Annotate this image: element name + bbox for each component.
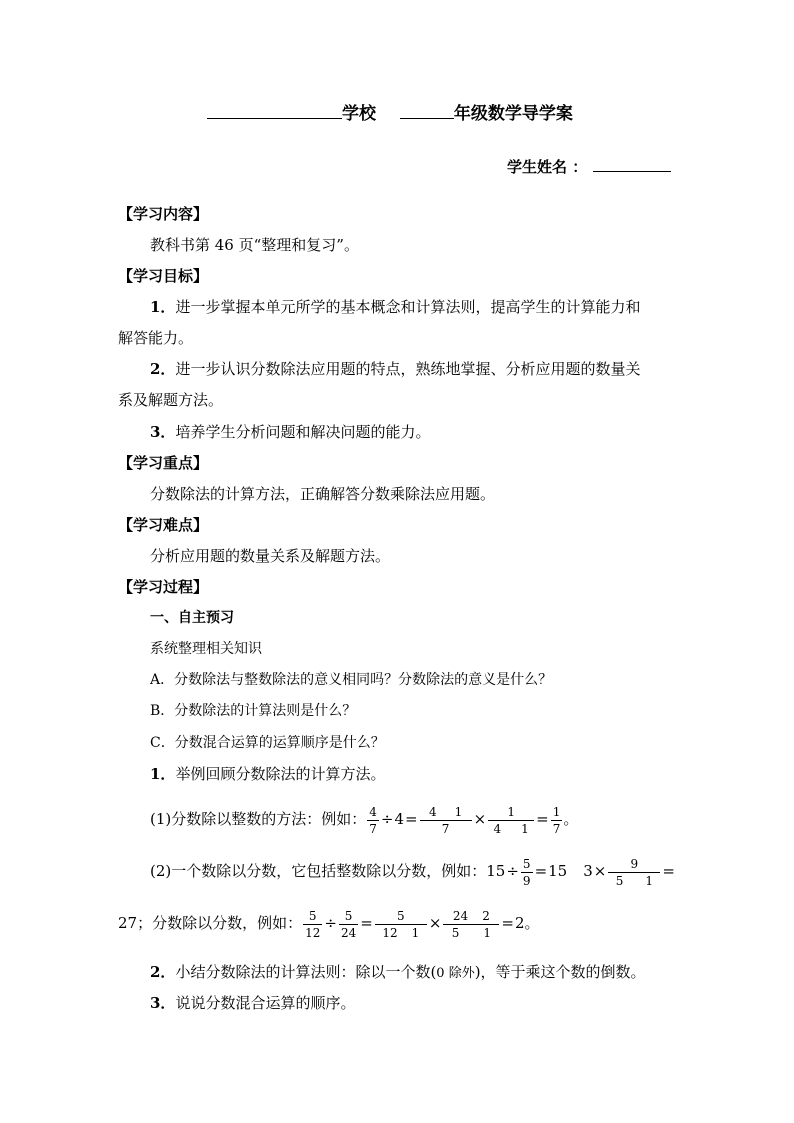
goal-1-text: 进一步掌握本单元所学的基本概念和计算法则，提高学生的计算能力和 xyxy=(175,298,641,316)
fraction-24-over-5: $\frac{24 2}{5 1}$ xyxy=(443,909,499,940)
fraction-5-24: $\frac{5}{24}$ xyxy=(340,908,357,940)
school-blank xyxy=(207,104,342,119)
item-3-text: 说说分数混合运算的顺序。 xyxy=(175,994,356,1012)
school-suffix: 学校 xyxy=(342,104,376,124)
part-1-heading: 一、自主预习 xyxy=(150,610,234,626)
example-3: 27；分数除以分数，例如： $\frac{5}{12}$ ÷ $\frac{5}{24}$ = $\frac{5}{12 1}$ × $\frac{24 2}{5 1}$ =2。 xyxy=(118,908,540,940)
student-name-label: 学生姓名 ： xyxy=(507,158,588,176)
item-1 xyxy=(150,764,385,784)
item-2-number: 2． xyxy=(150,963,176,981)
example-3-prefix: 27；分数除以分数，例如： xyxy=(118,914,303,932)
goal-1-line-1 xyxy=(150,297,640,317)
grade-suffix: 年级数学导学案 xyxy=(453,104,573,124)
item-1-number: 1． xyxy=(150,765,176,783)
key-heading: 【学习重点】 xyxy=(118,454,209,472)
goal-2-text: 进一步认识分数除法应用题的特点，熟练地掌握、分析应用题的数量关 xyxy=(175,360,641,378)
question-c: C．分数混合运算的运算顺序是什么？ xyxy=(150,735,385,751)
key-text: 分数除法的计算方法，正确解答分数乘除法应用题。 xyxy=(150,485,496,503)
difficult-text: 分析应用题的数量关系及解题方法。 xyxy=(150,547,391,565)
fraction-4-7: $\frac{4}{7}$ xyxy=(369,804,377,836)
example-2: (2)一个数除以分数，它包括整数除以分数，例如：15÷ $\frac{5}{9}$ =15 3× $\frac{9}{5 1}$ = xyxy=(150,856,675,888)
goal-2-line-1 xyxy=(150,359,640,379)
item-3-number: 3． xyxy=(150,994,176,1012)
fraction-4-over-7-crossed: $\frac{4 1}{7}$ xyxy=(420,805,472,836)
item-1-text: 举例回顾分数除法的计算方法。 xyxy=(175,765,386,783)
goal-2-line-2: 系及解题方法。 xyxy=(118,391,224,409)
goal-1-line-2: 解答能力。 xyxy=(118,329,194,347)
fraction-5-12: $\frac{5}{12}$ xyxy=(305,908,321,940)
difficult-heading: 【学习难点】 xyxy=(118,516,209,534)
example-1: (1)分数除以整数的方法：例如： $\frac{4}{7}$ ÷4= $\frac{4 1}{7}$ × $\frac{1}{4 1}$ = $\frac{1}{7}$ 。 xyxy=(150,804,579,836)
part-1-subheading: 系统整理相关知识 xyxy=(150,641,262,657)
document-title xyxy=(207,104,573,124)
example-2-prefix: (2)一个数除以分数，它包括整数除以分数，例如： xyxy=(150,862,487,880)
goals-heading: 【学习目标】 xyxy=(118,267,209,285)
item-3 xyxy=(150,993,355,1013)
goal-3-number: 3． xyxy=(150,423,176,441)
fraction-9-over-5: $\frac{9}{5 1}$ xyxy=(608,857,660,888)
goal-3 xyxy=(150,422,430,442)
student-name-blank xyxy=(593,157,671,172)
grade-blank xyxy=(400,104,454,119)
question-b: B．分数除法的计算法则是什么？ xyxy=(150,703,357,719)
content-heading: 【学习内容】 xyxy=(118,205,209,223)
content-text: 教科书第 46 页“整理和复习”。 xyxy=(150,236,359,254)
fraction-5-over-12: $\frac{5}{12 1}$ xyxy=(375,909,427,940)
student-name-row xyxy=(507,157,671,177)
fraction-1-over-4: $\frac{1}{4 1}$ xyxy=(488,805,534,836)
question-a: A．分数除法与整数除法的意义相同吗？分数除法的意义是什么？ xyxy=(150,672,553,688)
goal-1-number: 1． xyxy=(150,298,176,316)
fraction-1-7: $\frac{1}{7}$ xyxy=(552,804,561,836)
process-heading: 【学习过程】 xyxy=(118,578,209,596)
item-2: 2．小结分数除法的计算法则：除以一个数(0 除外)，等于乘这个数的倒数。 xyxy=(150,963,646,981)
goal-3-text: 培养学生分析问题和解决问题的能力。 xyxy=(175,423,431,441)
example-1-prefix: (1)分数除以整数的方法：例如： xyxy=(150,810,367,828)
goal-2-number: 2． xyxy=(150,360,176,378)
fraction-5-9: $\frac{5}{9}$ xyxy=(522,856,531,888)
